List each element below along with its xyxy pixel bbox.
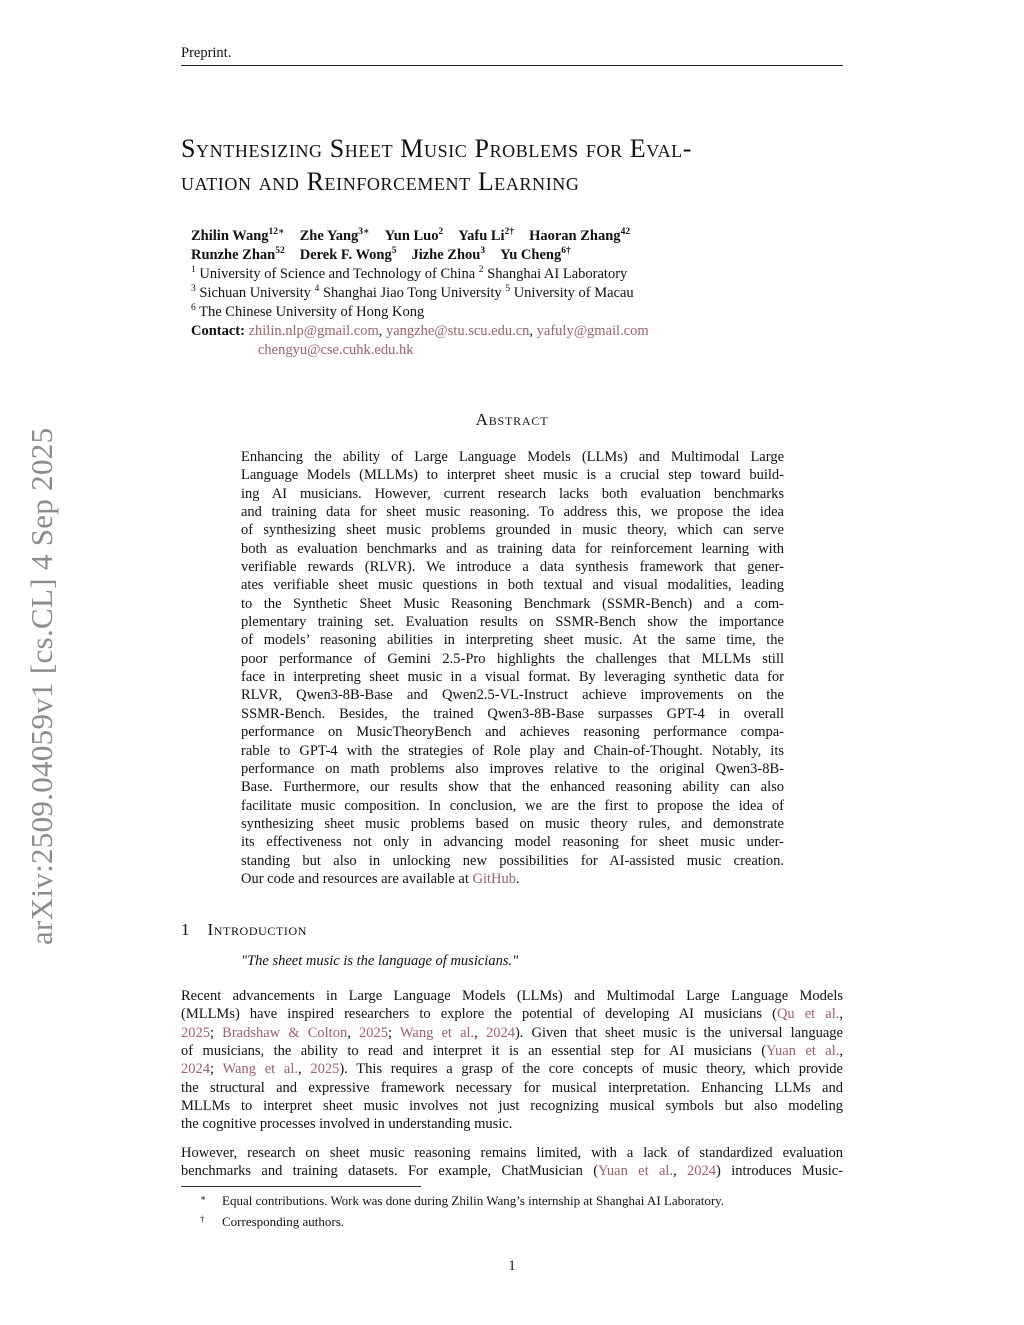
author-affiliation-mark: 6†: [561, 246, 571, 256]
text-run: ing AI musicians. However, current research lacks both evaluation benchmarks: [241, 485, 784, 502]
citation-link[interactable]: Qu et al.: [776, 1006, 840, 1023]
text-line: [181, 987, 843, 1005]
section-heading-introduction: [181, 920, 307, 940]
citation-link[interactable]: Wang et al.: [222, 1061, 298, 1078]
author-name: Yafu $Li^{2\dagger}$: [458, 227, 515, 244]
text-run: the cognitive processes involved in understanding music.: [181, 1116, 513, 1133]
text-line: [241, 613, 784, 631]
text-run: and training data for sheet music reasoning. To address this, we propose the idea: [241, 504, 784, 521]
author-name: Runzhe Zhan$^{52}$: [191, 246, 285, 263]
affiliation-number: 3: [191, 284, 196, 294]
paragraph: [181, 987, 843, 1134]
text-run: ;: [210, 1024, 223, 1041]
affiliation-row: [191, 265, 649, 284]
author-name: Jizhe Zhou$^3$: [411, 246, 486, 263]
author-name: Zhe Yang$^{3∗}$: [299, 227, 370, 244]
footnote-text: Corresponding authors.: [222, 1214, 345, 1229]
footnote-mark: †: [200, 1214, 205, 1224]
text-line: [241, 705, 784, 723]
footnote-text: Equal contributions. Work was done during Zhilin Wang’s internship at Shanghai AI Laboratory.: [222, 1193, 725, 1208]
arxiv-identifier: arXiv:2509.04059v1 [cs.CL] 4 Sep 2025: [24, 427, 59, 945]
text-line: [241, 631, 784, 649]
text-run: benchmarks and training datasets. For example, ChatMusician (: [181, 1163, 599, 1180]
text-line: [181, 1162, 843, 1180]
text-line: [181, 1024, 843, 1042]
title-line-1: Synthesizing Sheet Music Problems for Eval-: [181, 134, 693, 163]
introduction-body: [181, 987, 843, 1180]
text-run: Recent advancements in Large Language Models (LLMs) and Multimodal Large Language Models: [181, 988, 843, 1004]
text-line: [241, 503, 784, 521]
text-run: verifiable rewards (RLVR). We introduce a data synthesis framework that gener-: [241, 559, 784, 576]
section-number: 1: [181, 920, 190, 939]
author-name: Yu Cheng$^{6\dagger}$: [500, 246, 571, 263]
footnote-rule: [181, 1186, 421, 1187]
text-run: ). Given that sheet music is the universal language: [514, 1024, 843, 1041]
citation-link[interactable]: Yuan et al.: [598, 1163, 674, 1180]
citation-link[interactable]: 2024: [181, 1061, 210, 1078]
text-line: [241, 815, 784, 833]
contact-label: Contact:: [191, 323, 245, 339]
contact-line: Contact: zhilin.nlp@gmail.com, yangzhe@stu.scu.edu.cn, yafuly@gmail.com: [191, 323, 649, 339]
text-run: synthesizing sheet music problems based on music theory rules, and demonstrate: [241, 815, 784, 832]
text-run: .: [515, 870, 520, 887]
text-run: (MLLMs) have inspired researchers to explore the potential of developing AI musicians (: [181, 1006, 777, 1023]
paragraph-gap: [181, 1134, 843, 1144]
epigraph-quote: "The sheet music is the language of musicians.": [241, 953, 519, 969]
author-affiliation-mark: 2: [438, 227, 444, 237]
affiliation-row: [191, 284, 649, 303]
footnote-mark: ∗: [200, 1193, 207, 1203]
text-run: rable to GPT-4 with the strategies of Role play and Chain-of-Thought. Notably, its: [241, 742, 784, 759]
citation-link[interactable]: Yuan et al.: [766, 1043, 840, 1060]
text-run: performance on math problems also improves relative to the original Qwen3-8B-: [241, 760, 784, 777]
text-run: poor performance of Gemini 2.5-Pro highlights the challenges that MLLMs still: [241, 650, 784, 667]
author-name: Yun Luo$^2$: [384, 227, 444, 244]
text-run: ;: [387, 1024, 400, 1041]
abstract-body: [241, 448, 784, 888]
text-line: [241, 521, 784, 539]
text-run: the structural and expressive framework necessary for musical interpretation. Enhancing LLMs and: [181, 1079, 843, 1096]
author-affiliation-mark: 12∗: [268, 227, 285, 237]
text-run: ,: [839, 1006, 843, 1023]
text-run: its effectiveness not only in advancing model reasoning for sheet music under-: [241, 834, 784, 851]
text-line: [241, 540, 784, 558]
author-affiliation-mark: 42: [620, 227, 631, 237]
text-run: to the Synthetic Sheet Music Reasoning Benchmark (SSMR-Bench) and a com-: [241, 595, 784, 612]
text-line: [181, 1042, 843, 1060]
text-line: [241, 466, 784, 484]
author-affiliation-mark: 52: [275, 246, 285, 256]
title-line-2: uation and Reinforcement Learning: [181, 167, 580, 196]
paper-title: [181, 132, 692, 198]
citation-link[interactable]: 2025: [181, 1024, 210, 1041]
text-run: ates verifiable sheet music questions in both textual and visual modalities, leading: [241, 577, 784, 594]
author-affiliation-mark: 3: [480, 246, 486, 256]
text-line: [241, 833, 784, 851]
text-run: MLLMs to interpret sheet music involves not just recognizing musical symbols but also modeling: [181, 1098, 843, 1115]
citation-link[interactable]: Bradshaw & Colton: [222, 1024, 348, 1041]
affiliation-name: Sichuan University: [195, 285, 315, 301]
author-name: Haoran Zhang$^{42}$: [529, 227, 631, 244]
text-line: [241, 595, 784, 613]
affiliation-name: Shanghai AI Laboratory: [483, 266, 628, 282]
abstract-heading: Abstract: [475, 410, 549, 429]
affiliation-name: University of Macau: [510, 285, 634, 301]
text-line: [241, 852, 784, 870]
author-affiliation-mark: 3∗: [358, 227, 370, 237]
text-line: [241, 742, 784, 760]
author-name: Zhilin Wang$^{12∗}$: [191, 227, 285, 244]
text-run: of models’ reasoning abilities in interpreting sheet music. At the same time, the: [241, 632, 784, 649]
text-line: [241, 760, 784, 778]
text-run: ,: [347, 1024, 359, 1041]
text-run: plementary training set. Evaluation results on SSMR-Bench show the importance: [241, 614, 784, 631]
text-run: However, research on sheet music reasoning remains limited, with a lack of standardized evaluation: [181, 1144, 843, 1161]
citation-link[interactable]: 2025: [310, 1061, 340, 1078]
text-line: [181, 1079, 843, 1097]
citation-link[interactable]: Wang et al.: [399, 1024, 475, 1041]
text-run: of musicians, the ability to read and interpret it is an essential step for AI musicians (: [181, 1043, 767, 1060]
text-line: [241, 558, 784, 576]
citation-link[interactable]: 2025: [358, 1024, 388, 1041]
author-block: [191, 227, 649, 360]
text-run: of synthesizing sheet music problems grounded in music theory, which can serve: [241, 522, 784, 539]
text-run: RLVR, Qwen3-8B-Base and Qwen2.5-VL-Instruct achieve improvements on the: [241, 687, 784, 704]
affiliation-number: 1: [191, 265, 196, 275]
text-run: standing but also in unlocking new possibilities for AI-assisted music creation.: [241, 852, 784, 869]
text-run: face in interpreting sheet music in a visual format. By leveraging synthetic data for: [241, 669, 784, 686]
text-line: [241, 668, 784, 686]
text-line: [241, 686, 784, 704]
running-header: Preprint.: [181, 45, 232, 61]
affiliation-name: The Chinese University of Hong Kong: [195, 304, 425, 320]
text-run: ,: [673, 1163, 688, 1180]
text-line: [241, 448, 784, 466]
text-line: [181, 1144, 843, 1162]
text-line: [181, 1115, 843, 1133]
footnotes: [181, 1189, 724, 1231]
affiliation-name: Shanghai Jiao Tong University: [319, 285, 506, 301]
email-link[interactable]: chengyu@cse.cuhk.edu.hk: [258, 342, 414, 358]
page-number: 1: [508, 1258, 516, 1274]
text-run: Enhancing the ability of Large Language Models (LLMs) and Multimodal Large: [241, 449, 784, 465]
citation-link[interactable]: 2024: [687, 1163, 717, 1180]
text-run: ;: [210, 1061, 223, 1078]
text-line: [241, 723, 784, 741]
text-run: Base. Furthermore, our results show that the enhanced reasoning ability can also: [241, 779, 784, 796]
text-run: both as evaluation benchmarks and as training data for reinforcement learning with: [241, 540, 784, 557]
text-line: [241, 650, 784, 668]
text-run: ). This requires a grasp of the core concepts of music theory, which provide: [339, 1061, 843, 1078]
email-link[interactable]: yangzhe@stu.scu.edu.cn: [385, 323, 530, 339]
footnote: [181, 1189, 724, 1210]
author-name: Derek F. Wong$^5$: [299, 246, 397, 263]
author-row: [191, 227, 649, 246]
section-title: Introduction: [207, 920, 308, 939]
footnote: [181, 1210, 724, 1231]
affiliation-name: University of Science and Technology of China: [195, 266, 479, 282]
contact-line-2: [191, 341, 649, 360]
author-affiliation-mark: 2†: [504, 227, 515, 237]
text-run: ,: [839, 1043, 843, 1060]
text-run: facilitate music composition. In conclusion, we are the first to propose the idea of: [241, 797, 784, 814]
affiliation-number: 2: [478, 265, 484, 275]
citation-link[interactable]: GitHub: [472, 870, 516, 887]
text-line: [181, 1060, 843, 1078]
text-line: [181, 1005, 843, 1023]
affiliation-number: 4: [314, 284, 320, 294]
email-link[interactable]: yafuly@gmail.com: [536, 323, 649, 339]
text-run: ) introduces Music-: [716, 1163, 843, 1180]
email-link[interactable]: zhilin.nlp@gmail.com: [248, 323, 379, 339]
text-line: [181, 1097, 843, 1115]
text-run: Our code and resources are available at: [241, 870, 473, 887]
text-line: [241, 576, 784, 594]
text-run: performance on MusicTheoryBench and achieves reasoning performance compa-: [241, 724, 784, 741]
header-rule: [181, 65, 843, 66]
text-line: [241, 485, 784, 503]
citation-link[interactable]: 2024: [485, 1024, 515, 1041]
text-run: ,: [297, 1061, 311, 1078]
affiliation-number: 5: [505, 284, 511, 294]
author-row: [191, 246, 649, 265]
affiliation-number: 6: [191, 303, 196, 313]
author-affiliation-mark: 5: [391, 246, 397, 256]
text-run: ,: [474, 1024, 486, 1041]
text-run: Language Models (MLLMs) to interpret sheet music is a crucial step toward build-: [241, 467, 784, 484]
text-line: [241, 797, 784, 815]
affiliation-row: [191, 303, 649, 322]
paragraph: [181, 1144, 843, 1181]
text-line: [241, 870, 784, 888]
text-run: SSMR-Bench. Besides, the trained Qwen3-8B-Base surpasses GPT-4 in overall: [241, 705, 784, 722]
text-line: [241, 778, 784, 796]
